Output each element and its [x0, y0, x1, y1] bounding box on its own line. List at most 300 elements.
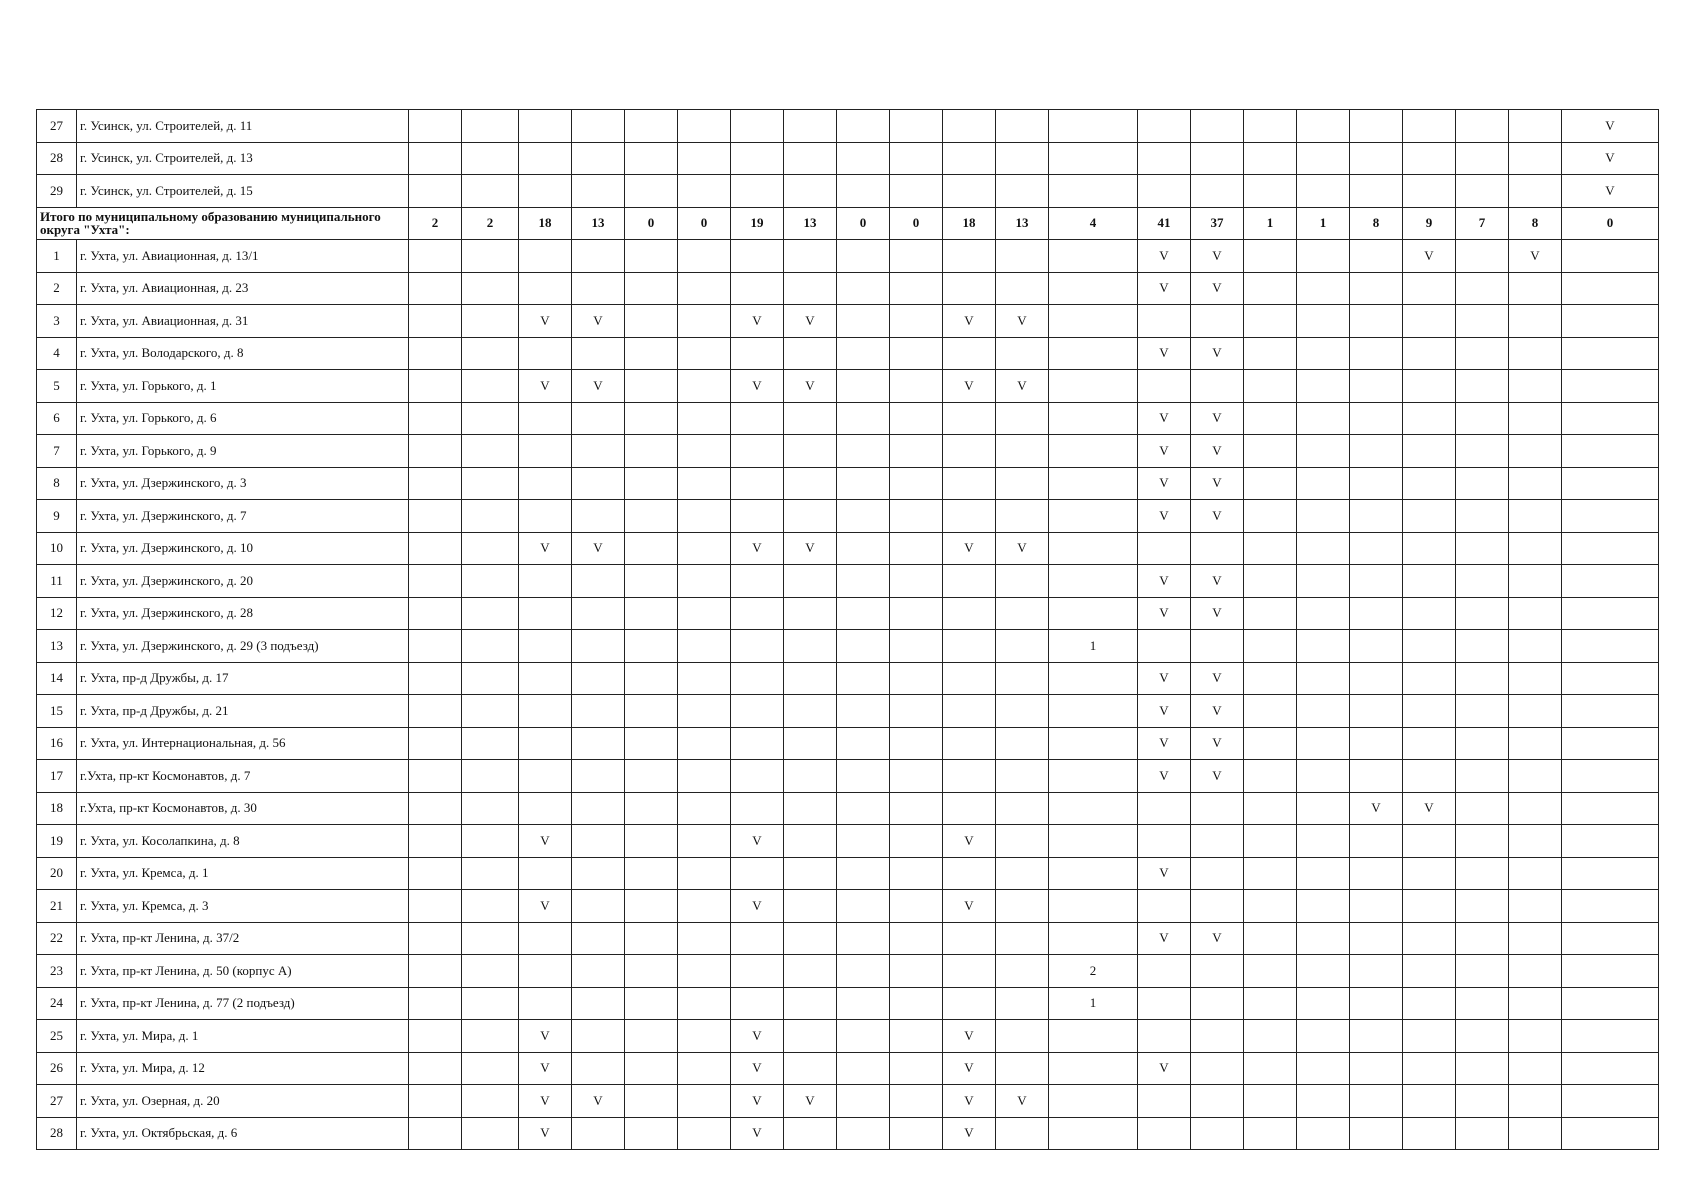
value-cell	[1562, 630, 1659, 663]
value-cell	[1297, 922, 1350, 955]
row-number: 11	[37, 565, 77, 598]
value-cell	[890, 890, 943, 923]
value-cell	[572, 955, 625, 988]
value-cell	[519, 597, 572, 630]
value-cell	[409, 142, 462, 175]
value-cell	[1049, 597, 1138, 630]
value-cell	[943, 695, 996, 728]
value-cell: V	[731, 305, 784, 338]
value-cell	[731, 630, 784, 663]
value-cell	[996, 110, 1049, 143]
value-cell	[1244, 1052, 1297, 1085]
value-cell	[409, 435, 462, 468]
value-cell	[943, 402, 996, 435]
value-cell	[678, 175, 731, 208]
value-cell	[890, 727, 943, 760]
value-cell: V	[1138, 695, 1191, 728]
value-cell	[1049, 272, 1138, 305]
value-cell	[409, 500, 462, 533]
value-cell	[1456, 955, 1509, 988]
total-value-cell: 1	[1297, 207, 1350, 240]
address-cell: г. Усинск, ул. Строителей, д. 13	[77, 142, 409, 175]
value-cell	[1509, 142, 1562, 175]
value-cell: 1	[1049, 987, 1138, 1020]
value-cell	[1244, 1020, 1297, 1053]
value-cell	[678, 467, 731, 500]
row-number: 13	[37, 630, 77, 663]
value-cell	[784, 760, 837, 793]
value-cell	[1350, 337, 1403, 370]
value-cell	[1456, 597, 1509, 630]
value-cell	[625, 630, 678, 663]
value-cell	[1138, 142, 1191, 175]
value-cell	[837, 597, 890, 630]
value-cell	[1509, 1020, 1562, 1053]
value-cell	[625, 922, 678, 955]
value-cell	[1244, 825, 1297, 858]
value-cell	[1138, 955, 1191, 988]
value-cell	[1509, 1085, 1562, 1118]
value-cell	[625, 1052, 678, 1085]
value-cell	[409, 532, 462, 565]
value-cell	[1509, 597, 1562, 630]
value-cell	[1562, 922, 1659, 955]
value-cell	[1244, 370, 1297, 403]
value-cell	[943, 272, 996, 305]
address-cell: г. Ухта, ул. Горького, д. 6	[77, 402, 409, 435]
value-cell	[625, 1085, 678, 1118]
value-cell	[1297, 1052, 1350, 1085]
value-cell	[572, 1117, 625, 1150]
value-cell	[519, 987, 572, 1020]
value-cell: V	[943, 305, 996, 338]
value-cell	[462, 110, 519, 143]
value-cell	[1049, 305, 1138, 338]
value-cell	[837, 695, 890, 728]
value-cell	[1562, 1020, 1659, 1053]
value-cell	[1562, 500, 1659, 533]
value-cell	[678, 987, 731, 1020]
value-cell	[462, 142, 519, 175]
value-cell	[1350, 1020, 1403, 1053]
value-cell	[996, 175, 1049, 208]
address-cell: г. Ухта, пр-кт Ленина, д. 37/2	[77, 922, 409, 955]
value-cell	[1509, 695, 1562, 728]
value-cell	[837, 1085, 890, 1118]
value-cell	[890, 500, 943, 533]
value-cell	[409, 987, 462, 1020]
value-cell	[678, 727, 731, 760]
value-cell	[409, 857, 462, 890]
value-cell	[462, 727, 519, 760]
table-row	[37, 760, 1659, 793]
value-cell	[1456, 1085, 1509, 1118]
value-cell	[837, 370, 890, 403]
value-cell	[1049, 240, 1138, 273]
value-cell	[1191, 955, 1244, 988]
value-cell: V	[1191, 565, 1244, 598]
value-cell	[1244, 500, 1297, 533]
value-cell: V	[731, 890, 784, 923]
value-cell	[731, 662, 784, 695]
value-cell	[731, 500, 784, 533]
value-cell	[625, 955, 678, 988]
value-cell	[678, 240, 731, 273]
value-cell	[1191, 175, 1244, 208]
value-cell	[1350, 305, 1403, 338]
value-cell	[837, 110, 890, 143]
address-cell: г. Ухта, ул. Володарского, д. 8	[77, 337, 409, 370]
value-cell	[1350, 1117, 1403, 1150]
value-cell	[1297, 987, 1350, 1020]
value-cell	[837, 922, 890, 955]
value-cell	[1138, 110, 1191, 143]
value-cell	[1350, 662, 1403, 695]
value-cell	[409, 467, 462, 500]
value-cell	[1138, 630, 1191, 663]
value-cell	[1049, 402, 1138, 435]
value-cell	[1049, 565, 1138, 598]
value-cell	[890, 1117, 943, 1150]
value-cell	[678, 565, 731, 598]
value-cell	[409, 175, 462, 208]
value-cell	[1297, 565, 1350, 598]
value-cell	[996, 565, 1049, 598]
value-cell: V	[519, 890, 572, 923]
table-row	[37, 565, 1659, 598]
value-cell: V	[1191, 662, 1244, 695]
value-cell	[572, 760, 625, 793]
value-cell	[409, 597, 462, 630]
value-cell	[890, 175, 943, 208]
value-cell	[625, 142, 678, 175]
value-cell: V	[1138, 760, 1191, 793]
value-cell	[1456, 402, 1509, 435]
value-cell	[837, 435, 890, 468]
value-cell	[1562, 337, 1659, 370]
value-cell	[943, 922, 996, 955]
value-cell	[1049, 825, 1138, 858]
value-cell	[625, 792, 678, 825]
value-cell	[996, 272, 1049, 305]
row-number: 9	[37, 500, 77, 533]
value-cell: V	[784, 370, 837, 403]
value-cell	[462, 857, 519, 890]
value-cell	[572, 597, 625, 630]
value-cell	[731, 727, 784, 760]
value-cell	[1562, 402, 1659, 435]
value-cell	[409, 825, 462, 858]
value-cell	[409, 110, 462, 143]
value-cell	[409, 272, 462, 305]
row-number: 10	[37, 532, 77, 565]
value-cell	[784, 175, 837, 208]
value-cell	[731, 760, 784, 793]
value-cell	[1049, 890, 1138, 923]
value-cell	[1049, 695, 1138, 728]
row-number: 14	[37, 662, 77, 695]
value-cell	[1509, 110, 1562, 143]
value-cell	[890, 630, 943, 663]
value-cell	[1562, 695, 1659, 728]
value-cell	[1244, 467, 1297, 500]
value-cell	[1456, 760, 1509, 793]
value-cell	[996, 922, 1049, 955]
value-cell	[1297, 110, 1350, 143]
value-cell	[1138, 792, 1191, 825]
row-number: 12	[37, 597, 77, 630]
value-cell	[678, 337, 731, 370]
value-cell	[943, 727, 996, 760]
row-number: 16	[37, 727, 77, 760]
value-cell	[1403, 695, 1456, 728]
value-cell	[572, 142, 625, 175]
value-cell	[731, 857, 784, 890]
value-cell	[1138, 1117, 1191, 1150]
value-cell: V	[943, 370, 996, 403]
value-cell	[678, 272, 731, 305]
value-cell	[409, 955, 462, 988]
value-cell	[943, 142, 996, 175]
value-cell	[1049, 662, 1138, 695]
value-cell: V	[1191, 337, 1244, 370]
row-number: 19	[37, 825, 77, 858]
total-value-cell: 0	[678, 207, 731, 240]
value-cell	[1049, 175, 1138, 208]
address-cell: г. Ухта, ул. Интернациональная, д. 56	[77, 727, 409, 760]
value-cell: V	[731, 1085, 784, 1118]
total-value-cell: 41	[1138, 207, 1191, 240]
table-row	[37, 175, 1659, 208]
value-cell: V	[1138, 597, 1191, 630]
value-cell	[1138, 1085, 1191, 1118]
value-cell	[1509, 500, 1562, 533]
value-cell: V	[519, 1117, 572, 1150]
value-cell	[996, 1117, 1049, 1150]
value-cell: V	[1138, 435, 1191, 468]
value-cell	[1456, 630, 1509, 663]
value-cell	[1562, 467, 1659, 500]
value-cell	[1562, 565, 1659, 598]
value-cell	[943, 792, 996, 825]
value-cell	[1350, 110, 1403, 143]
value-cell	[409, 1020, 462, 1053]
value-cell	[1244, 305, 1297, 338]
value-cell	[1403, 955, 1456, 988]
value-cell	[572, 500, 625, 533]
value-cell	[572, 630, 625, 663]
value-cell	[519, 337, 572, 370]
value-cell	[1403, 402, 1456, 435]
value-cell	[890, 337, 943, 370]
address-cell: г. Ухта, ул. Авиационная, д. 31	[77, 305, 409, 338]
value-cell: V	[1138, 1052, 1191, 1085]
table-row	[37, 955, 1659, 988]
value-cell	[1244, 987, 1297, 1020]
value-cell	[1562, 370, 1659, 403]
value-cell	[462, 370, 519, 403]
address-cell: г. Ухта, ул. Мира, д. 12	[77, 1052, 409, 1085]
value-cell	[462, 825, 519, 858]
value-cell	[1049, 857, 1138, 890]
value-cell	[1456, 175, 1509, 208]
value-cell	[784, 467, 837, 500]
value-cell	[784, 922, 837, 955]
value-cell	[625, 402, 678, 435]
value-cell	[462, 305, 519, 338]
value-cell	[1403, 370, 1456, 403]
value-cell	[890, 467, 943, 500]
value-cell	[1403, 1085, 1456, 1118]
value-cell	[1244, 240, 1297, 273]
table-row	[37, 597, 1659, 630]
value-cell	[1297, 402, 1350, 435]
address-cell: г. Ухта, пр-д Дружбы, д. 17	[77, 662, 409, 695]
value-cell	[1297, 727, 1350, 760]
value-cell: V	[1138, 857, 1191, 890]
value-cell	[1456, 662, 1509, 695]
total-value-cell: 0	[837, 207, 890, 240]
value-cell	[678, 792, 731, 825]
value-cell	[996, 857, 1049, 890]
value-cell	[409, 370, 462, 403]
row-number: 1	[37, 240, 77, 273]
value-cell	[1297, 630, 1350, 663]
value-cell: V	[996, 1085, 1049, 1118]
value-cell	[1191, 142, 1244, 175]
value-cell	[1350, 1052, 1403, 1085]
value-cell	[678, 435, 731, 468]
value-cell: V	[1562, 110, 1659, 143]
value-cell: V	[1138, 565, 1191, 598]
value-cell	[784, 695, 837, 728]
address-cell: г.Ухта, пр-кт Космонавтов, д. 7	[77, 760, 409, 793]
value-cell	[1191, 890, 1244, 923]
value-cell: V	[1191, 240, 1244, 273]
value-cell	[1049, 500, 1138, 533]
value-cell: V	[572, 370, 625, 403]
value-cell	[519, 760, 572, 793]
value-cell	[890, 402, 943, 435]
table-row	[37, 110, 1659, 143]
value-cell	[1244, 402, 1297, 435]
table-row	[37, 435, 1659, 468]
row-number: 6	[37, 402, 77, 435]
value-cell	[1509, 922, 1562, 955]
value-cell: V	[943, 1052, 996, 1085]
row-number: 5	[37, 370, 77, 403]
value-cell	[1456, 857, 1509, 890]
value-cell	[890, 272, 943, 305]
value-cell	[890, 110, 943, 143]
value-cell	[462, 240, 519, 273]
value-cell	[572, 435, 625, 468]
value-cell	[1297, 890, 1350, 923]
value-cell	[837, 760, 890, 793]
value-cell	[1456, 110, 1509, 143]
value-cell	[1403, 857, 1456, 890]
value-cell: V	[943, 1020, 996, 1053]
value-cell	[1297, 597, 1350, 630]
value-cell	[1191, 1085, 1244, 1118]
value-cell	[996, 467, 1049, 500]
value-cell	[1509, 955, 1562, 988]
value-cell: V	[1191, 435, 1244, 468]
value-cell	[731, 467, 784, 500]
value-cell	[1191, 305, 1244, 338]
value-cell	[1350, 240, 1403, 273]
address-cell: г. Ухта, ул. Горького, д. 1	[77, 370, 409, 403]
value-cell	[1456, 825, 1509, 858]
value-cell	[1244, 922, 1297, 955]
value-cell	[837, 402, 890, 435]
value-cell: V	[1138, 240, 1191, 273]
value-cell	[1350, 532, 1403, 565]
value-cell	[1244, 760, 1297, 793]
value-cell	[1403, 922, 1456, 955]
value-cell: V	[784, 532, 837, 565]
value-cell	[1049, 1052, 1138, 1085]
value-cell	[1138, 175, 1191, 208]
value-cell: V	[572, 305, 625, 338]
value-cell: V	[1191, 467, 1244, 500]
value-cell	[1456, 1020, 1509, 1053]
table-row	[37, 272, 1659, 305]
value-cell	[1562, 987, 1659, 1020]
value-cell	[1456, 272, 1509, 305]
total-value-cell: 0	[1562, 207, 1659, 240]
value-cell	[572, 695, 625, 728]
table-row	[37, 695, 1659, 728]
value-cell: V	[1403, 240, 1456, 273]
value-cell	[678, 630, 731, 663]
table-row	[37, 922, 1659, 955]
value-cell	[996, 727, 1049, 760]
value-cell: 1	[1049, 630, 1138, 663]
value-cell	[784, 1052, 837, 1085]
value-cell	[625, 305, 678, 338]
value-cell: V	[1191, 922, 1244, 955]
row-number: 25	[37, 1020, 77, 1053]
value-cell	[731, 435, 784, 468]
value-cell	[890, 532, 943, 565]
value-cell	[943, 857, 996, 890]
value-cell	[519, 467, 572, 500]
value-cell	[1456, 142, 1509, 175]
value-cell	[625, 337, 678, 370]
value-cell	[943, 662, 996, 695]
value-cell: V	[1191, 402, 1244, 435]
value-cell	[678, 695, 731, 728]
value-cell: V	[943, 1085, 996, 1118]
row-number: 4	[37, 337, 77, 370]
value-cell	[462, 597, 519, 630]
value-cell	[784, 500, 837, 533]
row-number: 15	[37, 695, 77, 728]
value-cell: V	[731, 370, 784, 403]
value-cell	[731, 565, 784, 598]
address-cell: г. Усинск, ул. Строителей, д. 11	[77, 110, 409, 143]
total-label-line2: округа "Ухта":	[40, 222, 130, 238]
value-cell: V	[1191, 760, 1244, 793]
value-cell	[625, 110, 678, 143]
value-cell	[1049, 532, 1138, 565]
value-cell	[837, 825, 890, 858]
value-cell	[784, 890, 837, 923]
value-cell	[519, 792, 572, 825]
value-cell	[1049, 922, 1138, 955]
value-cell	[837, 890, 890, 923]
